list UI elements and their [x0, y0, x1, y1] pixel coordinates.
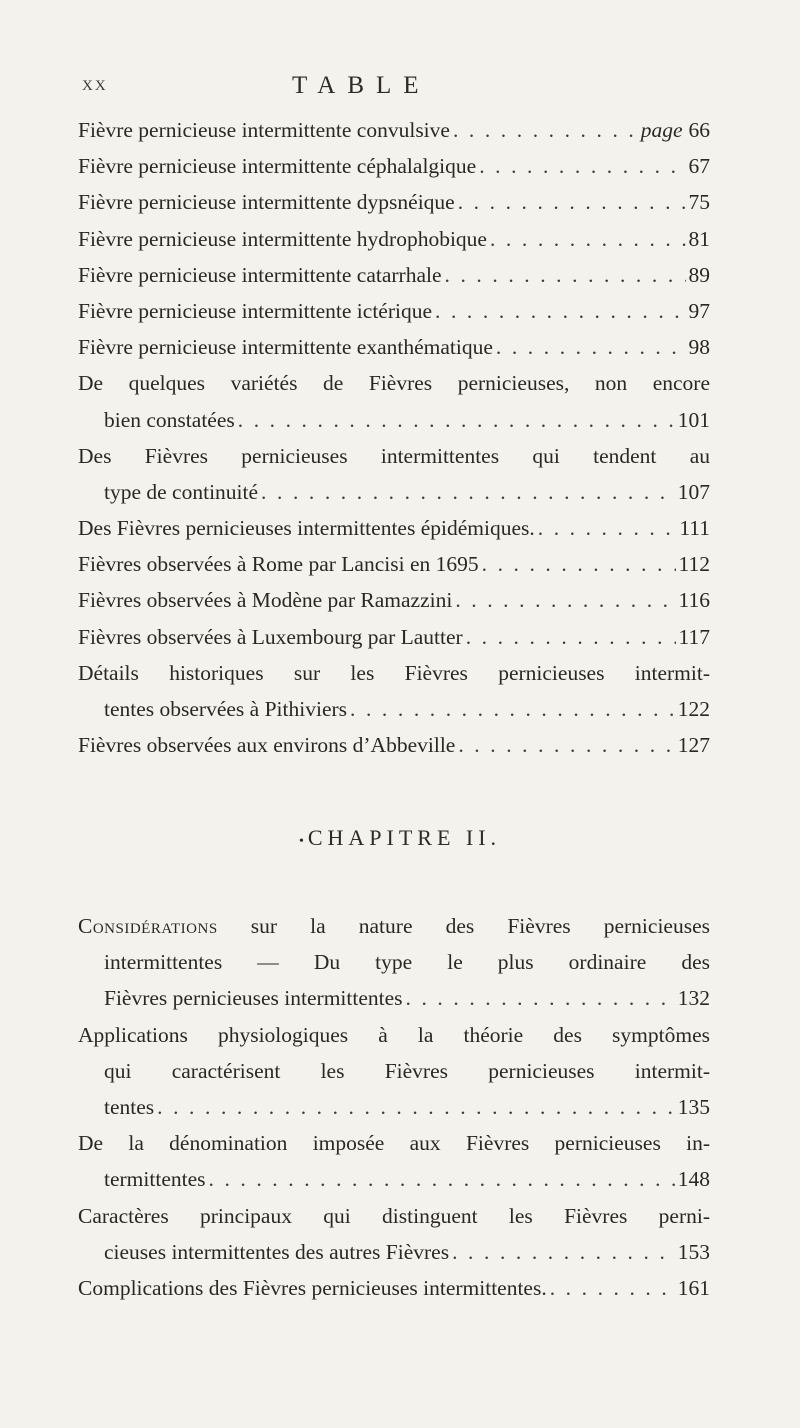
- toc-entry-text: [104, 944, 710, 980]
- toc-entry-line: [78, 1089, 710, 1125]
- toc-entry-text: [78, 293, 432, 329]
- toc-entry-text-part: Applications physiologiques à la théorie des symptômes: [78, 1022, 710, 1047]
- toc-entry: [78, 908, 710, 1017]
- dot-leader: [458, 727, 674, 763]
- page-number: 132: [677, 986, 710, 1011]
- toc-entry-line: [78, 655, 710, 691]
- dot-leader: [538, 510, 677, 546]
- toc-entry: [78, 293, 710, 329]
- page-number: 97: [688, 298, 710, 323]
- dot-leader: [458, 184, 686, 220]
- toc-entry-text: [104, 474, 258, 510]
- page-number: 122: [677, 697, 710, 721]
- toc-entry-text: [78, 148, 476, 184]
- page-number: 135: [677, 1094, 710, 1119]
- toc-entry-line: [78, 1161, 710, 1197]
- toc-page-ref: [678, 691, 710, 727]
- toc-entry-line: [78, 691, 710, 727]
- toc-entry-line: [78, 293, 710, 329]
- toc-entry: [78, 184, 710, 220]
- toc-entry-line: [78, 510, 710, 546]
- toc-entry-line: [78, 980, 710, 1016]
- toc-entry-line: [78, 221, 710, 257]
- toc-entry-text: [78, 510, 535, 546]
- dot-leader: [455, 582, 675, 618]
- dot-leader: [209, 1161, 675, 1197]
- toc-entry-line: [78, 438, 710, 474]
- toc-entry-line: [78, 1270, 710, 1306]
- page-number: 112: [678, 552, 710, 577]
- toc-entry-text: [104, 691, 347, 727]
- toc-entry-line: [78, 582, 710, 618]
- toc-entry-line: [78, 329, 710, 365]
- toc-entry-text: [104, 980, 403, 1016]
- toc-page-ref: [689, 329, 711, 365]
- toc-entry-text-part: Fièvre pernicieuse intermittente catarrhale: [78, 262, 442, 287]
- dot-leader: [496, 329, 686, 365]
- toc-entry-text: [104, 1053, 710, 1089]
- dot-leader: [350, 691, 675, 727]
- toc-entry-text: [78, 184, 455, 220]
- toc-entry: [78, 510, 710, 546]
- toc-page-ref: [678, 402, 710, 438]
- toc-entry: [78, 329, 710, 365]
- toc-entry-text: [78, 655, 710, 691]
- toc-entry-line: [78, 402, 710, 438]
- toc-entry-text-part: Fièvre pernicieuse intermittente ictérique: [78, 298, 433, 323]
- toc-entry-text-part: type de continuité: [104, 479, 259, 504]
- toc-entry: [78, 1125, 710, 1197]
- toc-entry-text: [78, 438, 710, 474]
- toc-entry-text-part: Des Fièvres pernicieuses intermittentes épidémiques.: [78, 516, 535, 541]
- toc-entry-text-part: tentes observées à Pithiviers: [104, 697, 348, 721]
- dot-leader: [490, 221, 686, 257]
- toc-page-ref: [678, 1270, 710, 1306]
- toc-page-ref: [678, 1234, 710, 1270]
- toc-entry-text: [104, 402, 235, 438]
- toc-entry-line: [78, 1053, 710, 1089]
- page-number: 111: [679, 516, 710, 541]
- page-word: page: [640, 118, 683, 142]
- toc-entry-text: [78, 546, 479, 582]
- toc-entry-text: [78, 1017, 710, 1053]
- toc-entry-text-part: De quelques variétés de Fièvres pernicieuses, non encore: [78, 371, 710, 396]
- toc-entry-text-part: Fièvres pernicieuses intermittentes: [104, 986, 403, 1011]
- page-number: 153: [677, 1239, 710, 1264]
- toc-entry-text: [78, 221, 487, 257]
- dot-leader: [238, 402, 675, 438]
- toc-entry-text: [78, 1125, 710, 1161]
- toc-entry-line: [78, 944, 710, 980]
- toc-entry-text-part: sur la nature des Fièvres pernicieuses: [217, 914, 710, 938]
- toc-entry-text: [78, 257, 442, 293]
- toc-entry-line: [78, 727, 710, 763]
- toc-entry-line: [78, 148, 710, 184]
- page-number: 107: [677, 479, 710, 504]
- toc-page-ref: [679, 582, 710, 618]
- toc-entry-line: [78, 908, 710, 944]
- toc-entry: [78, 546, 710, 582]
- page-number: 66: [688, 118, 710, 142]
- dot-leader: [466, 619, 676, 655]
- dot-leader: [261, 474, 675, 510]
- chapter-heading: [0, 825, 800, 851]
- toc-entry-text-part: qui caractérisent les Fièvres pernicieuses intermit-: [104, 1058, 710, 1083]
- table-of-contents-part-1: [78, 112, 710, 763]
- page-number: 117: [678, 624, 710, 649]
- toc-page-ref: [678, 727, 710, 763]
- toc-entry: [78, 655, 710, 727]
- toc-entry-text-part: De la dénomination imposée aux Fièvres pernicieuses in-: [78, 1131, 710, 1156]
- page-number: 127: [677, 733, 710, 758]
- toc-entry-text-part: Fièvres observées aux environs d’Abbeville: [78, 733, 456, 758]
- toc-entry-text-part: Fièvre pernicieuse intermittente hydrophobique: [78, 226, 487, 251]
- page-number: 75: [688, 190, 710, 215]
- toc-page-ref: [678, 1161, 710, 1197]
- toc-entry: [78, 582, 710, 618]
- toc-entry-text: [78, 619, 463, 655]
- toc-entry-line: [78, 112, 710, 148]
- toc-page-ref: [689, 257, 711, 293]
- page-number: 81: [688, 226, 710, 251]
- page-number: 98: [688, 335, 710, 360]
- toc-entry: [78, 727, 710, 763]
- toc-entry-text: [104, 1089, 154, 1125]
- dot-leader: [453, 112, 638, 148]
- toc-entry-text: [78, 1198, 710, 1234]
- toc-page-ref: [678, 980, 710, 1016]
- toc-page-ref: [689, 293, 711, 329]
- toc-page-ref: [689, 184, 711, 220]
- toc-entry-line: [78, 1125, 710, 1161]
- chapter-title: CHAPITRE II.: [307, 825, 502, 850]
- toc-entry-lead: Considérations: [78, 914, 218, 938]
- dot-leader: [445, 257, 686, 293]
- toc-entry-text: [78, 329, 493, 365]
- toc-entry-line: [78, 474, 710, 510]
- toc-entry-text-part: tentes: [104, 1094, 155, 1119]
- toc-entry-text-part: Détails historiques sur les Fièvres pernicieuses intermit-: [78, 660, 710, 685]
- dot-leader: [550, 1270, 675, 1306]
- toc-entry-text: [104, 1234, 449, 1270]
- toc-entry-text: [78, 1270, 547, 1306]
- page-number: 89: [688, 262, 710, 287]
- page-number: 161: [677, 1275, 710, 1300]
- toc-page-ref: [679, 619, 710, 655]
- toc-page-ref: [641, 112, 710, 148]
- chapter-mark: •: [298, 834, 304, 849]
- page-number: 101: [677, 407, 710, 432]
- toc-entry-line: [78, 1198, 710, 1234]
- toc-entry-text: [104, 1161, 206, 1197]
- page-number: 148: [677, 1167, 710, 1192]
- toc-entry-text: [78, 582, 452, 618]
- dot-leader: [406, 980, 675, 1016]
- dot-leader: [452, 1234, 675, 1270]
- toc-entry-text-part: Caractères principaux qui distinguent les Fièvres perni-: [78, 1203, 710, 1228]
- page-number: 116: [678, 588, 710, 613]
- dot-leader: [157, 1089, 675, 1125]
- toc-entry-text-part: Fièvres observées à Modène par Ramazzini: [78, 588, 453, 613]
- toc-entry-text-part: Des Fièvres pernicieuses intermittentes qui tendent au: [78, 443, 710, 468]
- toc-entry-text-part: termittentes: [104, 1167, 206, 1192]
- page-number-label: XX: [82, 78, 108, 94]
- toc-entry: [78, 148, 710, 184]
- page-number: 67: [688, 154, 710, 179]
- toc-entry-line: [78, 257, 710, 293]
- toc-page-ref: [678, 1089, 710, 1125]
- dot-leader: [479, 148, 685, 184]
- toc-entry-text-part: Complications des Fièvres pernicieuses intermittentes.: [78, 1275, 547, 1300]
- toc-entry: [78, 365, 710, 437]
- toc-entry-text-part: Fièvres observées à Luxembourg par Lautter: [78, 624, 463, 649]
- toc-entry-line: [78, 1234, 710, 1270]
- toc-page-ref: [679, 546, 710, 582]
- toc-entry-line: [78, 546, 710, 582]
- dot-leader: [482, 546, 676, 582]
- toc-entry-text-part: Fièvre pernicieuse intermittente convulsive: [78, 118, 450, 142]
- toc-entry-text-part: Fièvre pernicieuse intermittente dypsnéique: [78, 190, 455, 215]
- toc-entry-text-part: Fièvres observées à Rome par Lancisi en 1695: [78, 552, 479, 577]
- toc-entry-line: [78, 184, 710, 220]
- toc-entry-text-part: Fièvre pernicieuse intermittente céphalalgique: [78, 154, 477, 179]
- toc-entry-text: [78, 908, 710, 944]
- toc-entry: [78, 1017, 710, 1126]
- toc-entry-text-part: Fièvre pernicieuse intermittente exanthématique: [78, 335, 493, 360]
- toc-entry: [78, 1198, 710, 1270]
- toc-entry: [78, 221, 710, 257]
- toc-entry-text: [78, 365, 710, 401]
- toc-entry-line: [78, 365, 710, 401]
- toc-entry-line: [78, 619, 710, 655]
- toc-entry-text-part: bien constatées: [104, 407, 235, 432]
- toc-page-ref: [679, 510, 710, 546]
- toc-entry-text: [78, 727, 455, 763]
- toc-entry-text-part: intermittentes — Du type le plus ordinaire des: [104, 950, 710, 975]
- toc-entry: [78, 112, 710, 148]
- toc-entry-text-part: cieuses intermittentes des autres Fièvres: [104, 1239, 450, 1264]
- toc-entry-line: [78, 1017, 710, 1053]
- toc-entry: [78, 1270, 710, 1306]
- toc-entry: [78, 619, 710, 655]
- toc-entry-text: [78, 112, 450, 148]
- running-title: TABLE: [292, 72, 431, 99]
- toc-entry: [78, 257, 710, 293]
- toc-page-ref: [689, 221, 711, 257]
- table-of-contents-part-2: [78, 908, 710, 1306]
- toc-page-ref: [678, 474, 710, 510]
- dot-leader: [435, 293, 685, 329]
- toc-entry: [78, 438, 710, 510]
- toc-page-ref: [689, 148, 711, 184]
- page-header: [0, 72, 800, 102]
